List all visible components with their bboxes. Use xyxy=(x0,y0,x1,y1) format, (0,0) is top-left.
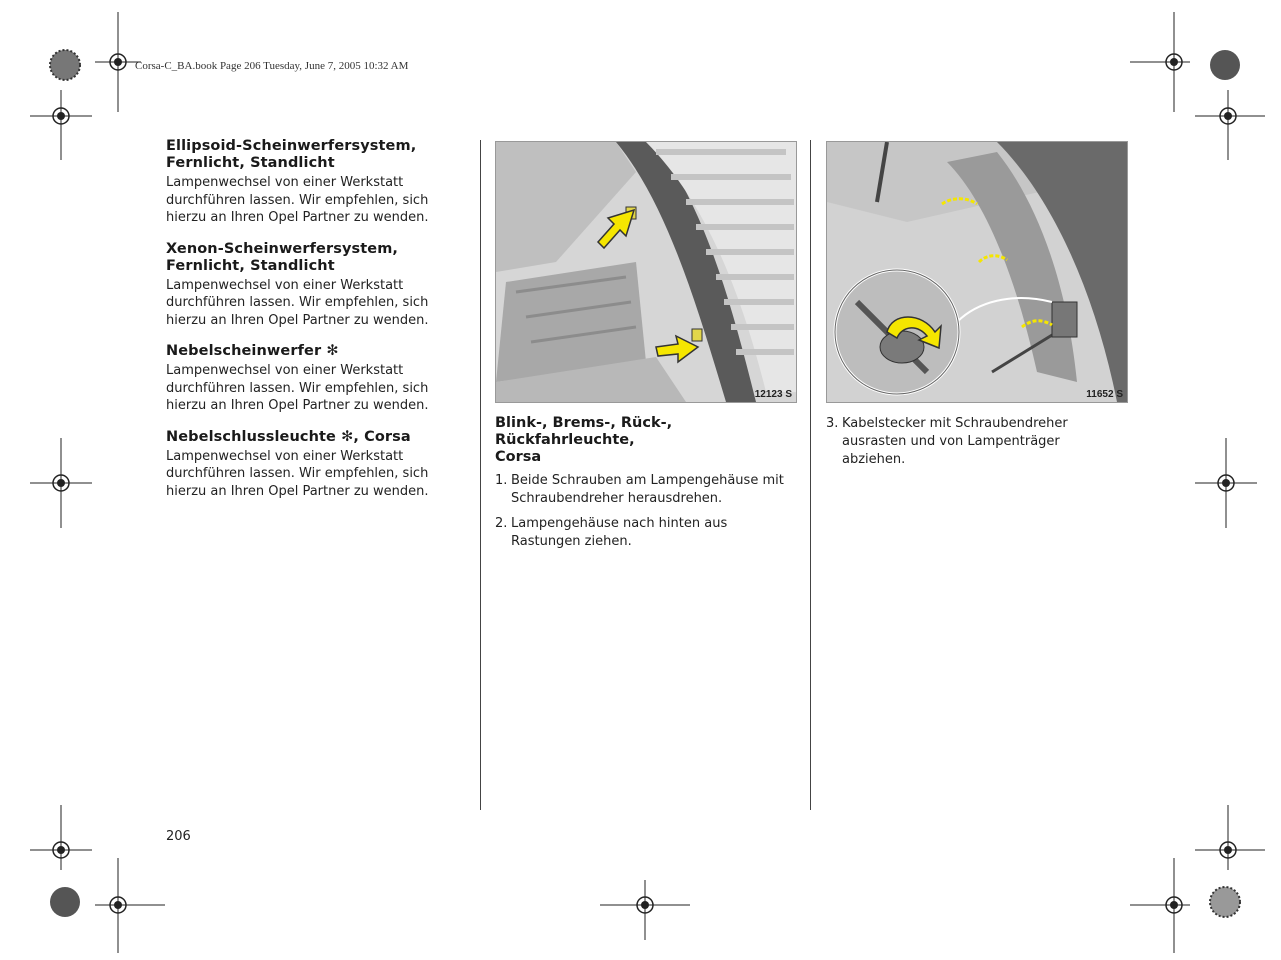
registration-mark-icon xyxy=(1195,805,1265,870)
steps-list xyxy=(495,472,785,551)
print-header: Corsa-C_BA.book Page 206 Tuesday, June 7, 2005 10:32 AM xyxy=(135,60,409,72)
steps-list xyxy=(826,415,1126,469)
section-body: Lampenwechsel von einer Werkstatt durchführen lassen. Wir empfehlen, sich hierzu an Ihren Opel Partner zu wenden. xyxy=(166,363,429,413)
middle-column xyxy=(495,415,785,558)
cable-connector-illustration xyxy=(826,141,1128,403)
right-column xyxy=(826,415,1126,476)
registration-mark-icon xyxy=(30,90,92,160)
registration-mark-icon xyxy=(30,438,92,528)
registration-mark-icon xyxy=(30,805,92,870)
heading-line: Corsa xyxy=(495,449,542,465)
tail-lamp-illustration xyxy=(495,141,797,403)
cable-connector-drawing xyxy=(827,142,1127,402)
step-item xyxy=(495,515,785,551)
step-text: Kabelstecker mit Schraubendreher ausrasten und von Lampenträger abziehen. xyxy=(842,416,1068,467)
section-ellipsoid xyxy=(166,138,466,227)
step-number: 3. xyxy=(826,416,839,431)
page-number: 206 xyxy=(166,829,191,844)
color-wheel-mark-icon xyxy=(48,48,82,82)
registration-mark-icon xyxy=(1195,438,1257,528)
color-wheel-mark-icon xyxy=(48,885,82,919)
section-heading xyxy=(495,415,785,466)
registration-mark-icon xyxy=(1130,858,1190,953)
step-number: 1. xyxy=(495,473,508,488)
section-body: Lampenwechsel von einer Werkstatt durchführen lassen. Wir empfehlen, sich hierzu an Ihren Opel Partner zu wenden. xyxy=(166,175,429,225)
section-title: Nebelscheinwerfer ✻ xyxy=(166,343,339,359)
figure-code: 11652 S xyxy=(1086,389,1123,400)
column-divider xyxy=(480,140,481,810)
tail-lamp-drawing xyxy=(496,142,796,402)
left-column xyxy=(166,138,466,514)
heading-line: Blink-, Brems-, Rück-, xyxy=(495,415,673,431)
step-text: Beide Schrauben am Lampengehäuse mit Schraubendreher herausdrehen. xyxy=(511,473,784,506)
registration-mark-icon xyxy=(1130,12,1190,112)
registration-mark-icon xyxy=(600,880,690,940)
step-item xyxy=(826,415,1126,469)
section-nebelscheinwerfer xyxy=(166,343,466,415)
color-wheel-mark-icon xyxy=(1208,885,1242,919)
color-wheel-mark-icon xyxy=(1208,48,1242,82)
section-xenon xyxy=(166,241,466,330)
step-text: Lampengehäuse nach hinten aus Rastungen ziehen. xyxy=(511,516,728,549)
heading-line: Rückfahrleuchte, xyxy=(495,432,635,448)
registration-mark-icon xyxy=(95,858,165,953)
figure-code: 12123 S xyxy=(754,389,792,400)
column-divider xyxy=(810,140,811,810)
section-title: Nebelschlussleuchte ✻, Corsa xyxy=(166,428,411,445)
step-number: 2. xyxy=(495,516,508,531)
section-body: Lampenwechsel von einer Werkstatt durchführen lassen. Wir empfehlen, sich hierzu an Ihren Opel Partner zu wenden. xyxy=(166,448,429,499)
registration-mark-icon xyxy=(1195,90,1265,160)
section-body: Lampenwechsel von einer Werkstatt durchführen lassen. Wir empfehlen, sich hierzu an Ihren Opel Partner zu wenden. xyxy=(166,277,429,328)
section-title: Ellipsoid-Scheinwerfersystem, Fernlicht, Standlicht xyxy=(166,138,417,171)
section-nebelschlussleuchte xyxy=(166,429,466,501)
registration-mark-icon xyxy=(95,12,141,112)
step-item xyxy=(495,472,785,508)
section-title: Xenon-Scheinwerfersystem, Fernlicht, Standlicht xyxy=(166,240,399,274)
